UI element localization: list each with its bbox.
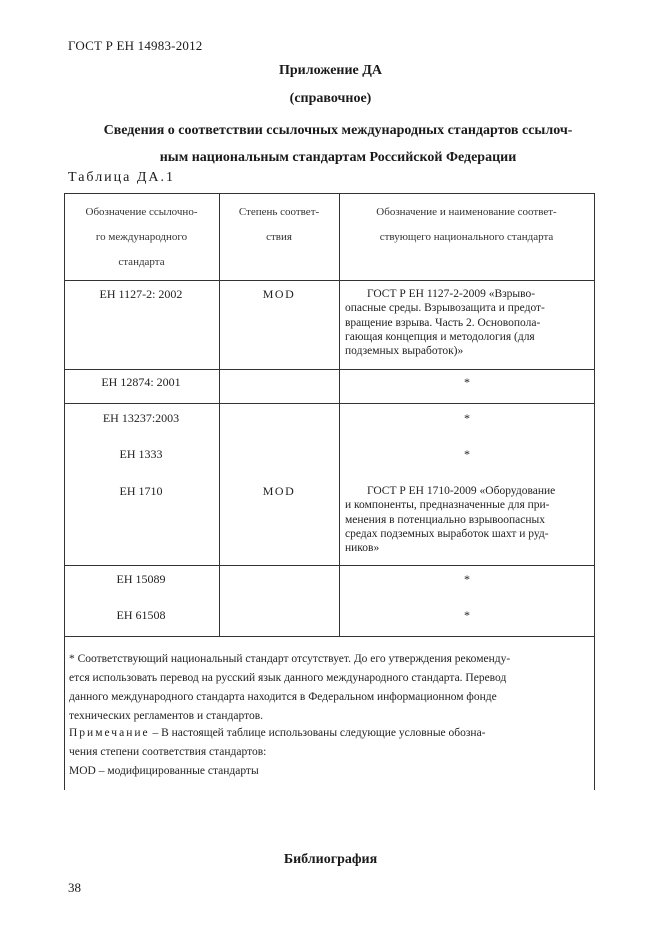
note-label: Примечание [69, 727, 150, 739]
national-standard-line: вращение взрыва. Часть 2. Основопола- [345, 316, 541, 329]
footnote-line: * Соответствующий национальный стандарт отсутствует. До его утверждения рекоменду- [69, 653, 511, 665]
appendix-heading [70, 117, 606, 171]
table-row-degree: MOD [262, 287, 296, 301]
header-bottom-border [64, 280, 595, 281]
footnote-line: данного международного стандарта находится в Федеральном информационном фонде [69, 691, 497, 703]
row-divider [64, 369, 595, 370]
bibliography-title: Библиография [283, 852, 378, 867]
column-header-line: стандарта [118, 256, 165, 268]
table-border-right [594, 193, 595, 790]
table-row-designation: ЕН 1710 [119, 484, 163, 498]
national-standard-line: ГОСТ Р ЕН 1127-2-2009 «Взрыво- [367, 288, 536, 300]
column-header-line: го международного [95, 231, 188, 243]
table-row-national-standard [345, 287, 589, 358]
column-header-line: ствующего национального стандарта [379, 231, 554, 243]
national-standard-line: и компоненты, предназначенные для при- [345, 499, 550, 512]
footnote-top-border [64, 636, 595, 637]
column-divider-1 [219, 193, 220, 636]
table-note [69, 724, 588, 781]
table-row-national-standard: * [464, 572, 470, 586]
national-standard-line: менения в потенциально взрывоопасных [345, 513, 546, 526]
column-header-designation [64, 200, 219, 275]
national-standard-line: гающая концепция и методология (для [345, 330, 535, 343]
national-standard-line: ников» [345, 542, 380, 555]
row-divider [64, 565, 595, 566]
note-line: чения степени соответствия стандартов: [69, 746, 267, 758]
column-header-line: Степень соответ- [238, 206, 320, 218]
table-footnote [69, 650, 588, 726]
table-caption: Таблица ДА.1 [68, 170, 176, 185]
table-top-border [64, 193, 595, 194]
note-line: MOD – модифицированные стандарты [69, 765, 259, 777]
table-row-designation: ЕН 1127-2: 2002 [99, 287, 183, 301]
page-number: 38 [68, 880, 81, 895]
footnote-line: технических регламентов и стандартов. [69, 710, 264, 722]
table-row-designation: ЕН 61508 [116, 608, 166, 622]
footnote-line: ется использовать перевод на русский язык данного международного стандарта. Перевод [69, 672, 507, 684]
national-standard-line: опасные среды. Взрывозащита и предот- [345, 302, 545, 315]
appendix-subtitle: (справочное) [289, 91, 372, 106]
table-row-designation: ЕН 13237:2003 [102, 411, 180, 425]
heading-line-1: Сведения о соответствии ссылочных международных стандартов ссылоч- [103, 123, 573, 138]
row-divider [64, 403, 595, 404]
national-standard-line: подземных выработок)» [345, 345, 464, 358]
note-text: – В настоящей таблице использованы следующие условные обозна- [149, 727, 486, 739]
table-row-national-standard: * [464, 375, 470, 389]
column-header-national-standard [339, 200, 594, 250]
table-row-degree: MOD [262, 484, 296, 498]
national-standard-line: ГОСТ Р ЕН 1710-2009 «Оборудование [367, 485, 556, 497]
table-row-national-standard: * [464, 608, 470, 622]
table-row-national-standard: * [464, 411, 470, 425]
table-row-national-standard [345, 484, 589, 555]
column-header-line: ствия [266, 231, 292, 243]
national-standard-line: средах подземных выработок шахт и руд- [345, 527, 549, 540]
heading-line-2: ным национальным стандартам Российской Федерации [159, 150, 517, 165]
table-row-designation: ЕН 12874: 2001 [101, 375, 181, 389]
table-row-national-standard: * [464, 447, 470, 461]
table-row-designation: ЕН 15089 [116, 572, 166, 586]
document-code: ГОСТ Р ЕН 14983-2012 [68, 38, 203, 53]
table-row-designation: ЕН 1333 [119, 447, 163, 461]
column-header-line: Обозначение ссылочно- [85, 206, 198, 218]
note-line [69, 724, 588, 743]
column-header-degree [219, 200, 339, 250]
column-header-line: Обозначение и наименование соответ- [376, 206, 557, 218]
appendix-title: Приложение ДА [278, 63, 383, 78]
